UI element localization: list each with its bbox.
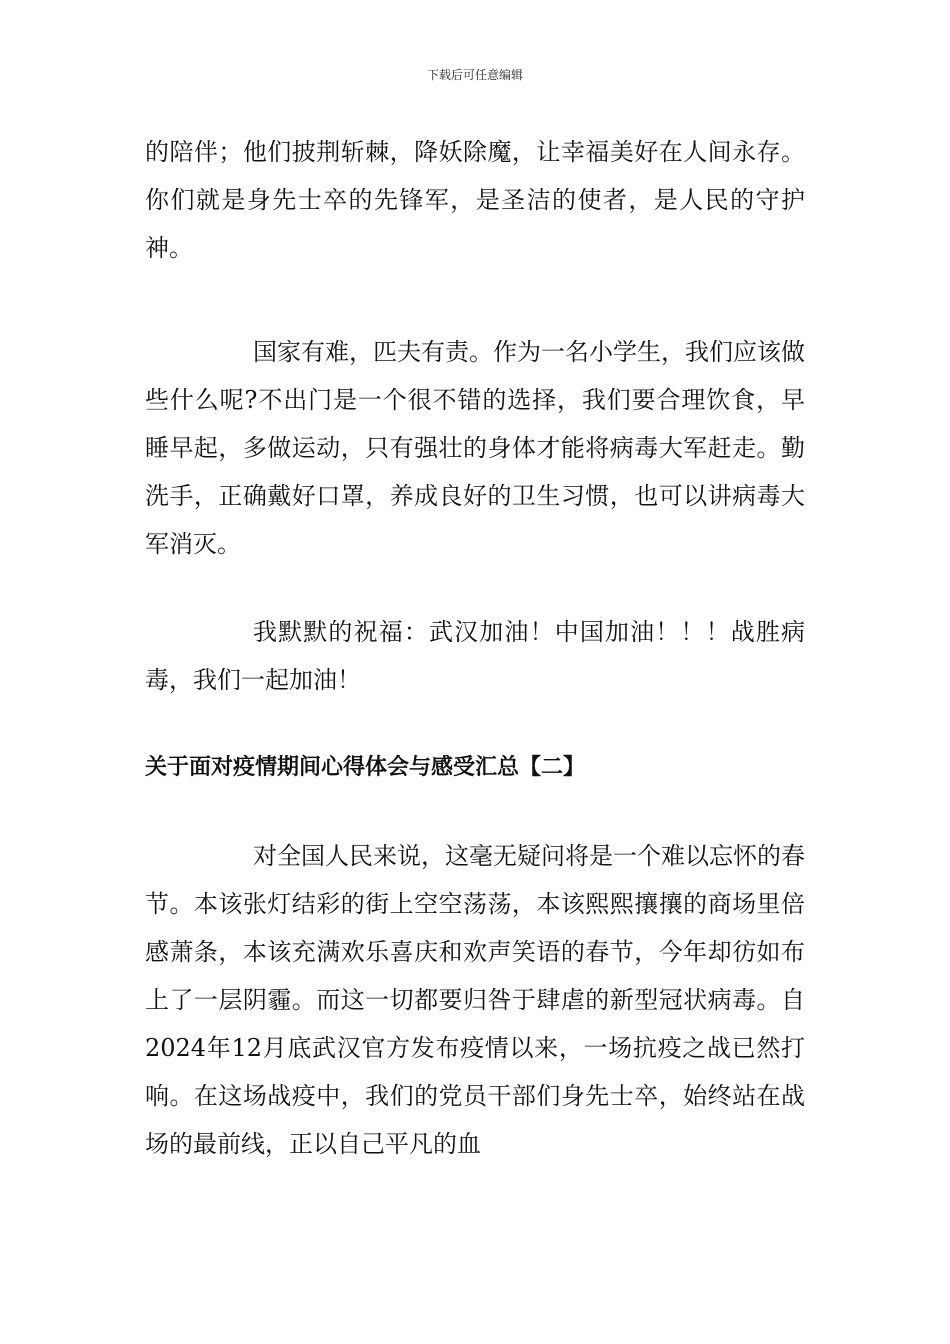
paragraph-blessing: 我默默的祝福：武汉加油！中国加油！！！战胜病毒，我们一起加油！	[145, 618, 805, 694]
header-note: 下载后可任意编辑	[426, 68, 523, 82]
paragraph-gap	[145, 568, 805, 608]
paragraph-responsibility: 国家有难，匹夫有责。作为一名小学生，我们应该做些什么呢?不出门是一个很不错的选择，我们要合理饮食，早睡早起，多做运动，只有强壮的身体才能将病毒大军赶走。勤洗手，正确戴好口罩，养成良好的卫生习惯，也可以讲病毒大军消灭。	[145, 338, 805, 558]
paragraph-gap	[145, 792, 805, 832]
paragraph-gap	[145, 704, 805, 744]
paragraph-spring-festival: 对全国人民来说，这毫无疑问将是一个难以忘怀的春节。本该张灯结彩的街上空空荡荡，本该熙熙攘攘的商场里倍感萧条，本该充满欢乐喜庆和欢声笑语的春节，今年却彷如布上了一层阴霾。而这一切都要归咎于肆虐的新型冠状病毒。自2024年12月底武汉官方发布疫情以来，一场抗疫之战已然打响。在这场战疫中，我们的党员干部们身先士卒，始终站在战场的最前线，正以自己平凡的血	[145, 842, 805, 1158]
paragraph-continued: 的陪伴；他们披荆斩棘，降妖除魔，让幸福美好在人间永存。你们就是身先士卒的先锋军，是圣洁的使者，是人民的守护神。	[145, 138, 805, 262]
section-heading: 关于面对疫情期间心得体会与感受汇总【二】	[145, 755, 586, 780]
paragraph-gap	[145, 272, 805, 328]
document-body	[145, 128, 805, 1168]
